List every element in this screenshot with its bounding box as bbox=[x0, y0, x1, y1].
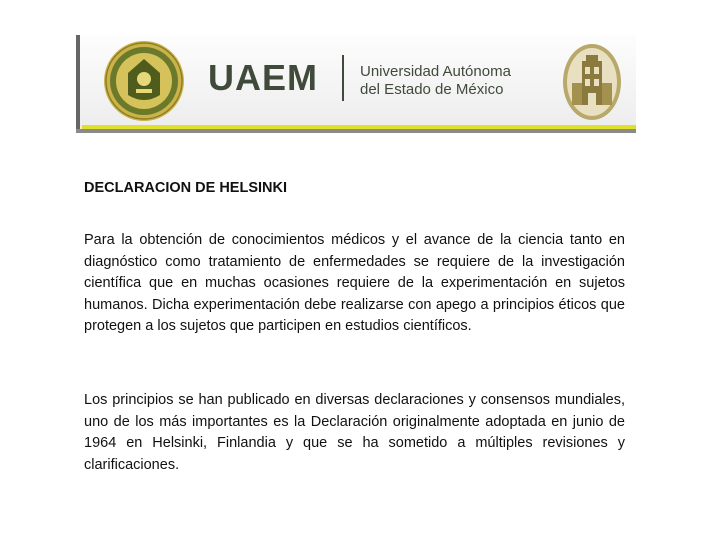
uaem-seal-icon bbox=[102, 39, 186, 123]
body-paragraph-1: Para la obtención de conocimientos médicos y el avance de la ciencia tanto en diagnóstico como tratamiento de enfermedades se requiere de la investigación científica que en muchas ocasiones requiere de la experimentación en sujetos humanos. Dicha experimentación debe realizarse con apego a principios éticos que protegen a los sujetos que participen en estudios científicos. bbox=[84, 232, 625, 334]
building-seal-icon bbox=[562, 43, 622, 121]
body-paragraph-2: Los principios se han publicado en diversas declaraciones y consensos mundiales, uno de los más importantes es la Declaración originalmente adoptada en junio de 1964 en Helsinki, Finlandia y que se ha sometido a múltiples revisiones y clarificaciones. bbox=[84, 392, 625, 473]
institution-name-line2: del Estado de México bbox=[360, 81, 504, 98]
header-bottom-border bbox=[76, 129, 636, 133]
institution-name-line1: Universidad Autónoma bbox=[360, 63, 511, 80]
document-title: DECLARACION DE HELSINKI bbox=[84, 180, 288, 196]
brand-divider bbox=[342, 55, 344, 101]
brand-logotype: UAEM bbox=[208, 57, 318, 98]
header-banner bbox=[76, 35, 636, 133]
header-left-border bbox=[76, 35, 80, 133]
